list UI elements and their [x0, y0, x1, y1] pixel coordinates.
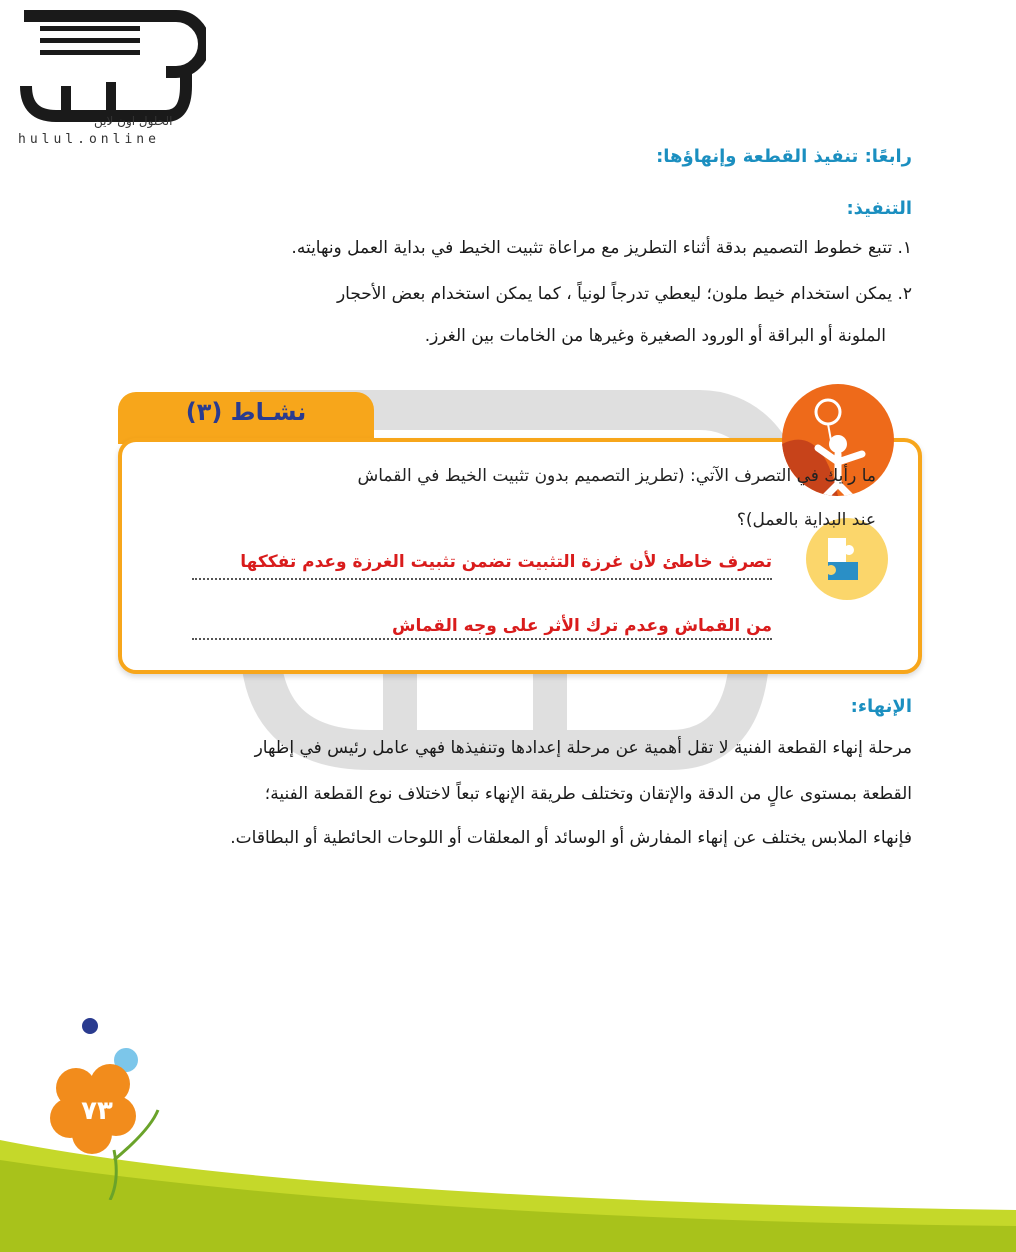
execution-item-2-line-2: الملونة أو البراقة أو الورود الصغيرة وغيرها من الخامات بين الغرز. [424, 326, 886, 346]
activity-question-line-2: عند البداية بالعمل)؟ [736, 510, 876, 530]
answer-line-1-dots [192, 578, 772, 580]
activity-title: نشـاط (٣) [185, 398, 307, 426]
execution-heading: التنفيذ: [846, 198, 912, 219]
puzzle-icon [806, 518, 888, 600]
page-number: ٧٣ [81, 1096, 113, 1126]
execution-item-1: ١. تتبع خطوط التصميم بدقة أثناء التطريز مع مراعاة تثبيت الخيط في بداية العمل ونهايته. [291, 238, 912, 258]
finishing-heading: الإنهاء: [850, 696, 912, 717]
answer-line-2-dots [192, 638, 772, 640]
logo-arabic-subtitle: الحلول اون لاين [94, 114, 173, 128]
logo-latin-text: hulul.online [18, 132, 160, 147]
activity-question-line-1: ما رأيك في التصرف الآتي: (تطريز التصميم بدون تثبيت الخيط في القماش [357, 466, 876, 486]
finishing-line-1: مرحلة إنهاء القطعة الفنية لا تقل أهمية عن مرحلة إعدادها وتنفيذها فهي عامل رئيس في إظهار [254, 738, 912, 758]
activity-answer-line-1: تصرف خاطئ لأن غرزة التثبيت تضمن تثبيت الغرزة وعدم تفككها [240, 552, 772, 572]
section-title: رابعًا: تنفيذ القطعة وإنهاؤها: [656, 146, 912, 167]
finishing-line-2: القطعة بمستوى عالٍ من الدقة والإتقان وتختلف طريقة الإنهاء تبعاً لاختلاف نوع القطعة الفنية؛ [264, 784, 912, 804]
finishing-line-3: فإنهاء الملابس يختلف عن إنهاء المفارش أو الوسائد أو المعلقات أو اللوحات الحائطية أو البطاقات. [230, 828, 912, 848]
activity-answer-line-2: من القماش وعدم ترك الأثر على وجه القماش [392, 616, 772, 636]
site-logo [16, 8, 206, 148]
execution-item-2-line-1: ٢. يمكن استخدام خيط ملون؛ ليعطي تدرجاً لونياً ، كما يمكن استخدام بعض الأحجار [336, 284, 912, 304]
